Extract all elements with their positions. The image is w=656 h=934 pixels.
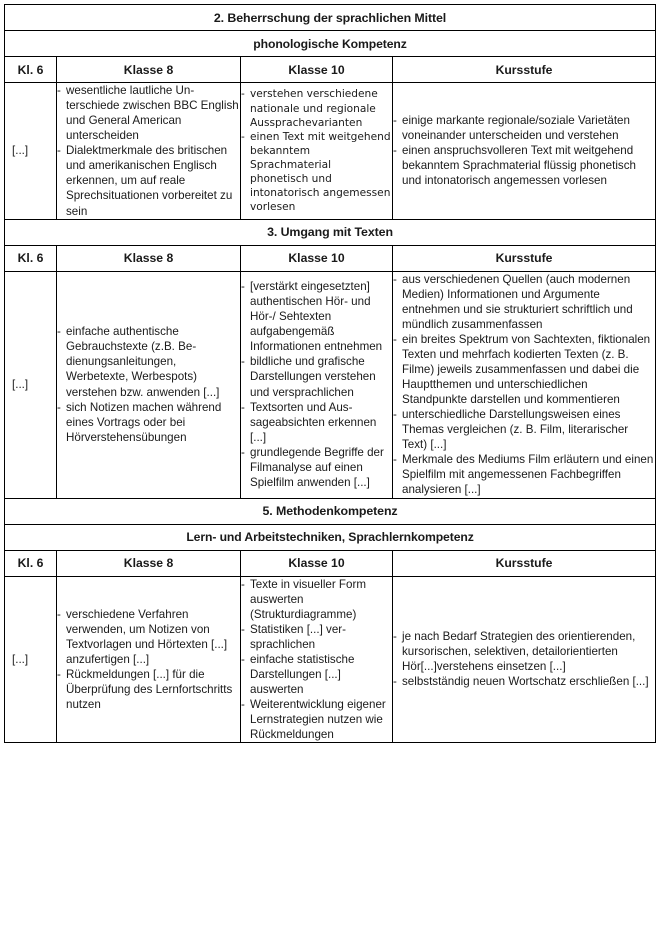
column-header-row	[5, 57, 656, 83]
bullet-item: - sich Notizen machen während eines Vortrags oder bei Hörverstehensübungen	[57, 400, 240, 445]
section-title: 3. Umgang mit Texten	[5, 219, 656, 245]
cell-klasse10	[241, 83, 393, 220]
bullet-item: - grundlegende Begriffe der Filmanalyse auf einen Spielfilm anwenden [...]	[241, 445, 392, 490]
cell-kursstufe	[393, 576, 656, 743]
column-header-klasse10: Klasse 10	[241, 245, 393, 271]
column-header-kl6: Kl. 6	[5, 245, 57, 271]
section-title-row	[5, 5, 656, 31]
bullet-item: - selbstständig neuen Wortschatz erschließen [...]	[393, 674, 655, 689]
column-header-klasse10: Klasse 10	[241, 57, 393, 83]
column-header-row	[5, 245, 656, 271]
subsection-title-row	[5, 524, 656, 550]
bullet-item: - [verstärkt eingesetzten] authentischen Hör- und Hör-/ Sehtexten aufgabengemäß Informationen entnehmen	[241, 279, 392, 354]
bullet-item: - verschiedene Verfahren verwenden, um Notizen von Textvorlagen und Hörtexten [...] anzufertigen [...]	[57, 607, 240, 667]
content-row	[5, 576, 656, 743]
subsection-title-row	[5, 31, 656, 57]
bullet-item: - bildliche und grafische Darstellungen verstehen und versprachlichen	[241, 354, 392, 399]
cell-klasse8	[57, 83, 241, 220]
bullet-item: - unterschiedliche Darstellungsweisen eines Themas vergleichen (z. B. Film, literarischer Text) [...]	[393, 407, 655, 452]
bullet-list	[241, 577, 392, 743]
section-title: 2. Beherrschung der sprachlichen Mittel	[5, 5, 656, 31]
bullet-item: - einfache authentische Gebrauchstexte (z.B. Bedienungsanleitungen, Werbetexte, Werbespots) verstehen bzw. anwenden [...]	[57, 324, 240, 399]
bullet-item: - aus verschiedenen Quellen (auch modernen Medien) Informationen und Argumente entnehmen und sie strukturiert schriftlich und mündlich zusammenfassen	[393, 272, 655, 332]
bullet-item: - einen anspruchsvolleren Text mit weitgehend bekanntem Sprachmaterial flüssig phonetisch und intonatorisch angemessen vorlesen	[393, 143, 655, 188]
section-title-row	[5, 219, 656, 245]
cell-klasse8	[57, 271, 241, 498]
bullet-list	[57, 324, 240, 445]
bullet-item: - Rückmeldungen [...] für die Überprüfung des Lernfortschritts nutzen	[57, 667, 240, 712]
section-title-row	[5, 498, 656, 524]
bullet-item: - einfache statistische Darstellungen [...] auswerten	[241, 652, 392, 697]
bullet-list	[393, 272, 655, 498]
cell-klasse8	[57, 576, 241, 743]
bullet-item: - Texte in visueller Form auswerten (Strukturdiagramme)	[241, 577, 392, 622]
bullet-item: - verstehen verschiedene nationale und regionale Aussprachevarianten	[241, 87, 392, 129]
bullet-item: - Dialektmerkmale des britischen und amerikanischen Englisch erkennen, um auf reale Sprechsituationen vorbereitet zu sein	[57, 143, 240, 218]
column-header-kl6: Kl. 6	[5, 57, 57, 83]
cell-kursstufe	[393, 83, 656, 220]
subsection-title: phonologische Kompetenz	[5, 31, 656, 57]
bullet-item: - Weiterentwicklung eigener Lernstrategien nutzen wie Rückmeldungen	[241, 697, 392, 742]
column-header-kursstufe: Kursstufe	[393, 57, 656, 83]
section-title: 5. Methodenkompetenz	[5, 498, 656, 524]
curriculum-table	[4, 4, 656, 743]
bullet-list	[241, 87, 392, 214]
cell-klasse10	[241, 271, 393, 498]
bullet-list	[57, 83, 240, 219]
bullet-list	[241, 279, 392, 490]
bullet-item: - wesentliche lautliche Unterschiede zwischen BBC English und General American unterscheiden	[57, 83, 240, 143]
column-header-kursstufe: Kursstufe	[393, 550, 656, 576]
cell-kl6: [...]	[5, 271, 57, 498]
column-header-kl6: Kl. 6	[5, 550, 57, 576]
bullet-item: - Statistiken [...] versprachlichen	[241, 622, 392, 652]
column-header-klasse8: Klasse 8	[57, 245, 241, 271]
cell-kl6: [...]	[5, 83, 57, 220]
content-row	[5, 83, 656, 220]
column-header-kursstufe: Kursstufe	[393, 245, 656, 271]
bullet-item: - je nach Bedarf Strategien des orientierenden, kursorischen, selektiven, detailorientierten Hör[...]verstehens einsetzen [...]	[393, 629, 655, 674]
subsection-title: Lern- und Arbeitstechniken, Sprachlernkompetenz	[5, 524, 656, 550]
bullet-item: - Textsorten und Aussageabsichten erkennen [...]	[241, 400, 392, 445]
bullet-list	[393, 113, 655, 188]
cell-kursstufe	[393, 271, 656, 498]
column-header-row	[5, 550, 656, 576]
cell-klasse10	[241, 576, 393, 743]
bullet-list	[57, 607, 240, 712]
bullet-item: - ein breites Spektrum von Sachtexten, fiktionalen Texten und mehrfach kodierten Texten (z. B. Filme) jeweils zusammenfassen und dabei die Hauptthemen und unterschiedlichen Standpunkte darstellen und kommentieren	[393, 332, 655, 407]
column-header-klasse10: Klasse 10	[241, 550, 393, 576]
column-header-klasse8: Klasse 8	[57, 57, 241, 83]
bullet-item: - einen Text mit weitgehend bekanntem Sprachmaterial phonetisch und intonatorisch angemessen vorlesen	[241, 130, 392, 214]
content-row	[5, 271, 656, 498]
column-header-klasse8: Klasse 8	[57, 550, 241, 576]
bullet-item: - einige markante regionale/soziale Varietäten voneinander unterscheiden und verstehen	[393, 113, 655, 143]
bullet-list	[393, 629, 655, 689]
cell-kl6: [...]	[5, 576, 57, 743]
bullet-item: - Merkmale des Mediums Film erläutern und einen Spielfilm mit angemessenen Fachbegriffen analysieren [...]	[393, 452, 655, 497]
